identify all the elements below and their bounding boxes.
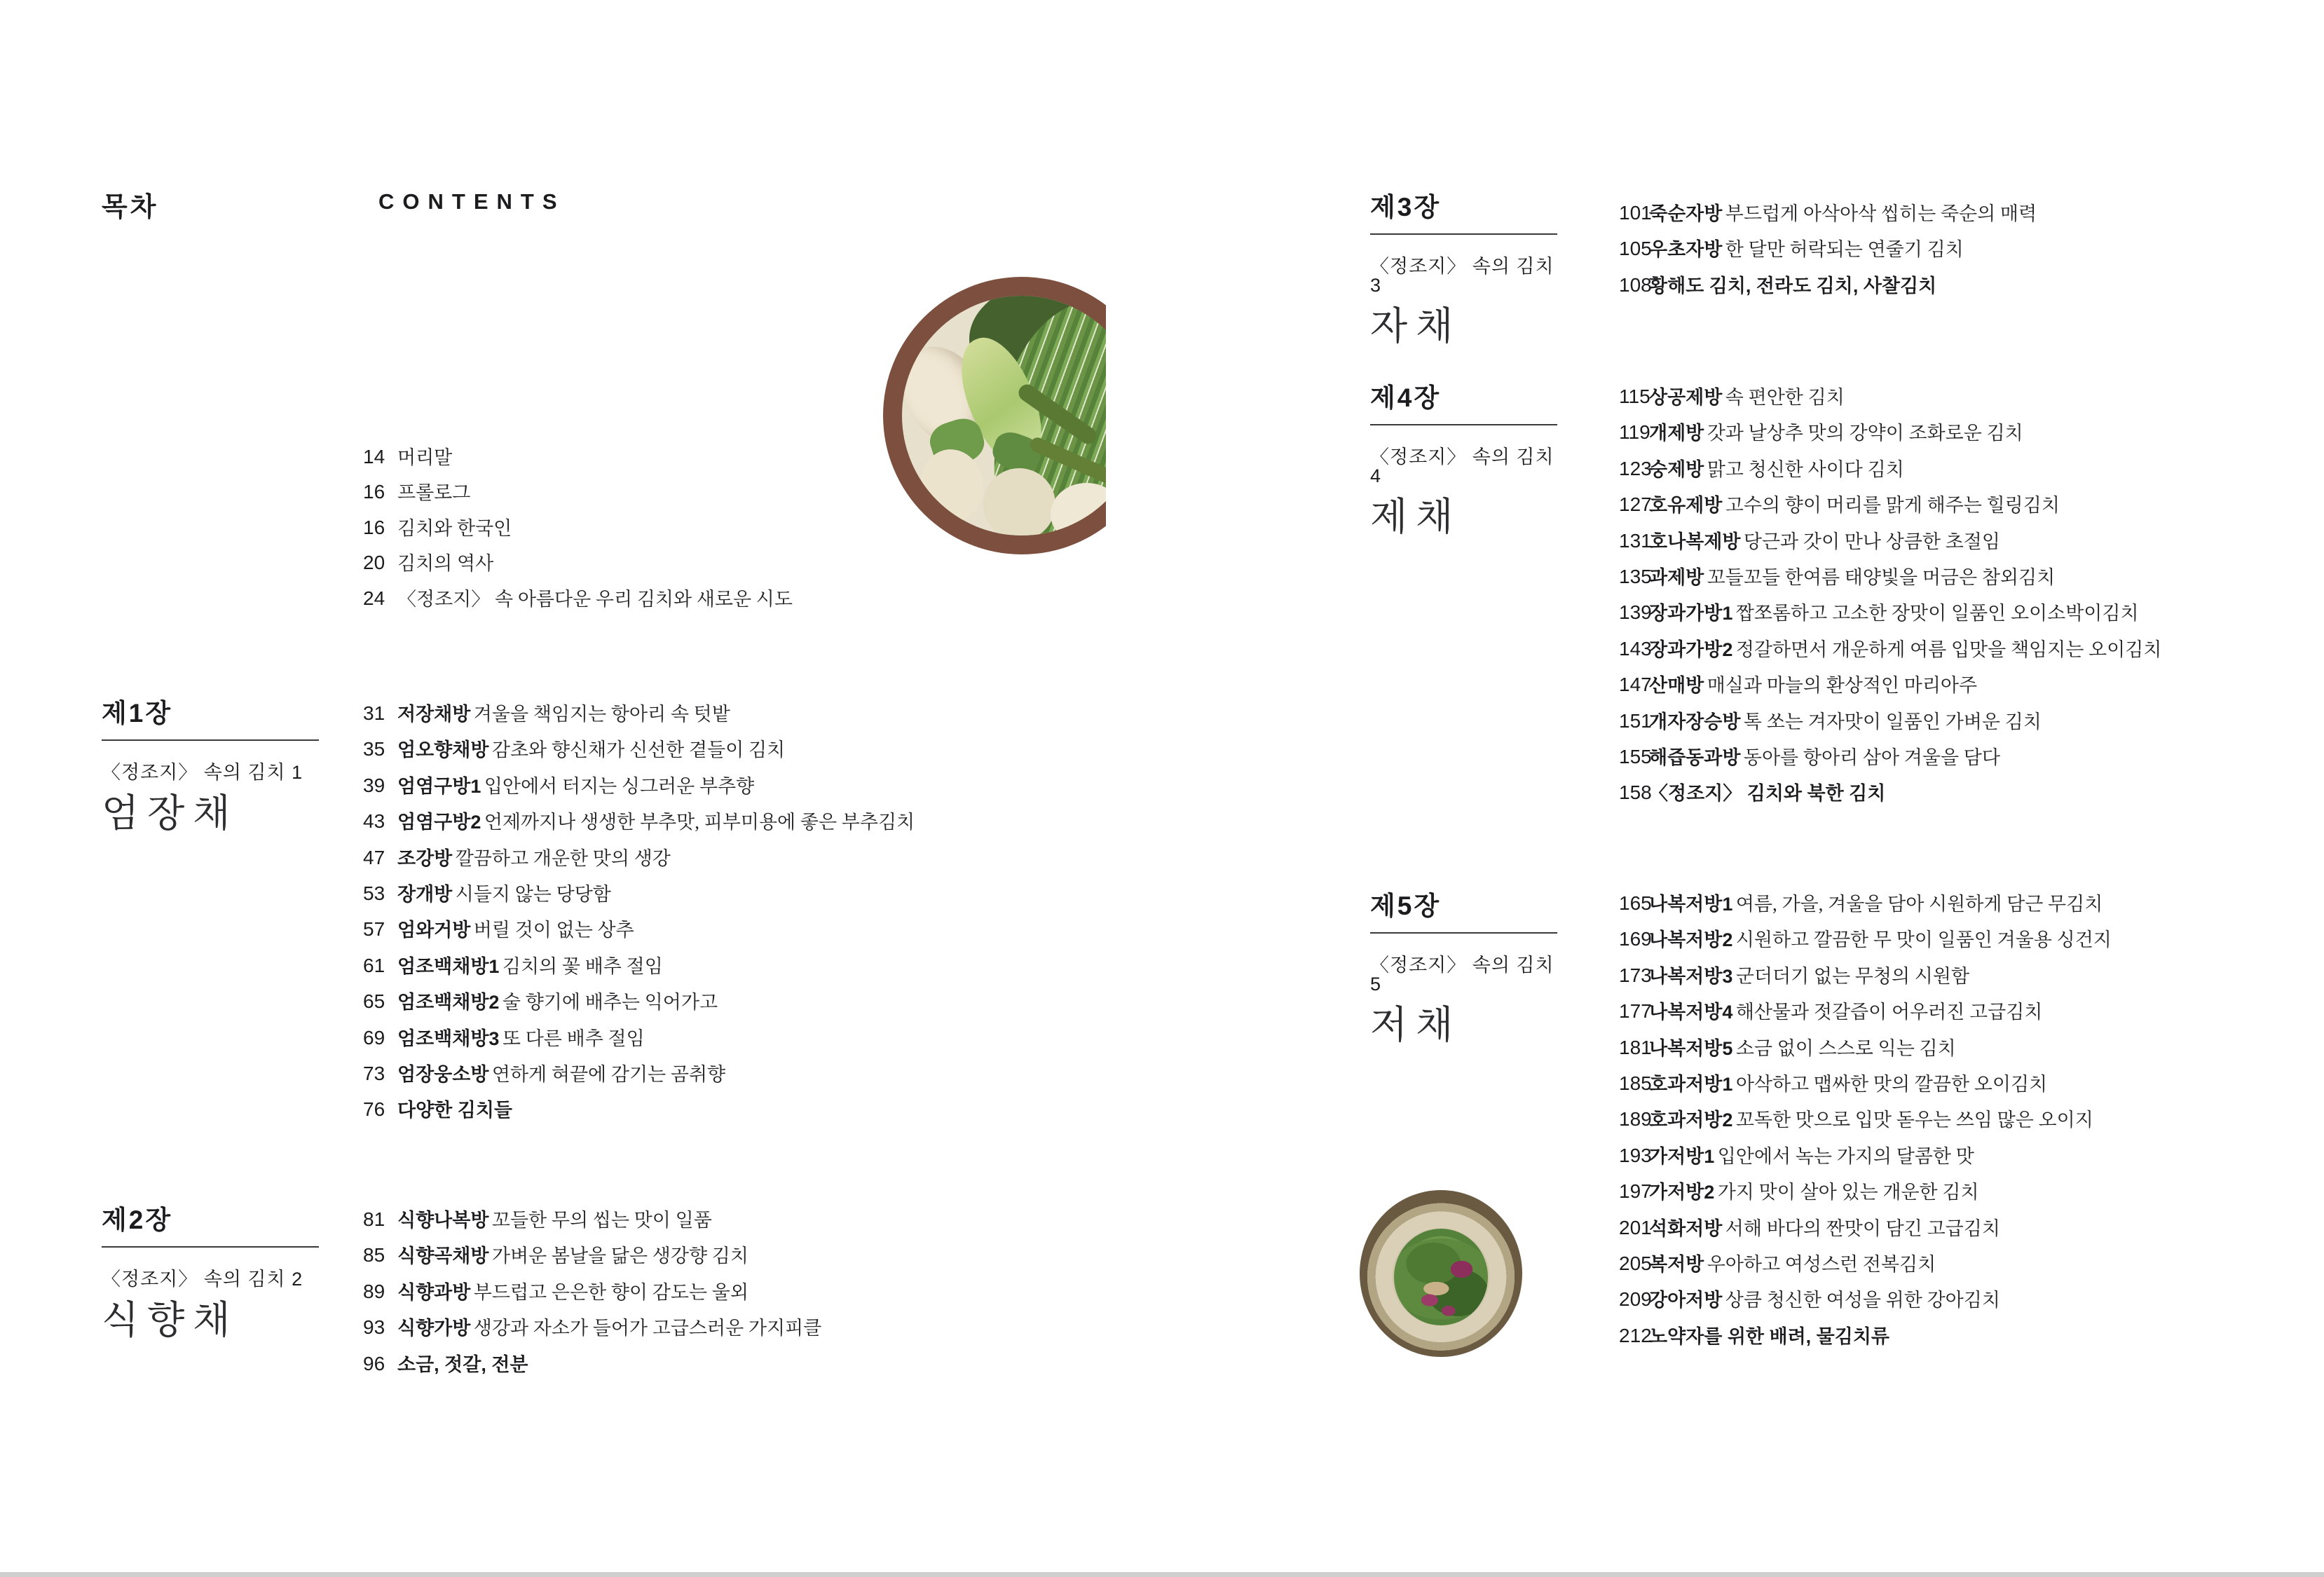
item-term: 개제방	[1649, 423, 1704, 444]
item-page-number: 85	[363, 1244, 385, 1267]
chapter-label: 제1장	[102, 699, 173, 728]
item-text	[1649, 894, 2103, 915]
item-desc: 또 다른 배추 절임	[502, 1028, 645, 1049]
item-text	[1649, 1182, 1979, 1203]
item-term: 과제방	[1649, 566, 1704, 588]
clay-bowl	[883, 277, 1106, 554]
item-desc: 맑고 청신한 사이다 김치	[1707, 458, 1904, 480]
item-text	[397, 739, 785, 761]
item-desc: 여름, 가을, 겨울을 담아 시원하게 담근 무김치	[1735, 894, 2103, 915]
item-desc: 정갈하면서 개운하게 여름 입맛을 책임지는 오이김치	[1735, 639, 2162, 660]
item-desc: 동아를 항아리 삼아 겨울을 담다	[1743, 746, 2000, 768]
item-term: 호유제방	[1649, 495, 1723, 517]
item-desc: 소금 없이 스스로 익는 김치	[1735, 1037, 1956, 1059]
item-term: 숭제방	[1649, 458, 1704, 480]
item-term: 가저방1	[1649, 1145, 1715, 1167]
item-page-number: 81	[363, 1208, 385, 1230]
item-desc: 꼬들한 무의 씹는 맛이 일품	[491, 1210, 712, 1231]
item-text	[1649, 567, 2055, 589]
item-desc: 프롤로그	[397, 482, 471, 504]
item-term: 엄와거방	[397, 920, 471, 941]
item-text	[1649, 711, 2042, 733]
item-page-number: 57	[363, 918, 385, 941]
item-text	[1649, 239, 1964, 261]
item-text	[397, 1318, 821, 1339]
item-text	[1649, 459, 1904, 481]
item-page-number: 61	[363, 954, 385, 976]
chapter-1-header	[102, 700, 319, 834]
item-page-number: 127	[1619, 493, 1652, 516]
item-text	[1649, 203, 2037, 225]
onggi-bowl-vegetables-photo	[839, 268, 1106, 557]
item-text	[1649, 1074, 2047, 1095]
item-page-number: 53	[363, 882, 385, 904]
item-term: 다양한 김치들	[397, 1100, 512, 1121]
item-term: 노약자를 위한 배려, 물김치류	[1649, 1325, 1889, 1347]
chapter-name: 식향채	[102, 1299, 239, 1342]
item-term: 장과가방2	[1649, 639, 1733, 660]
item-desc: 부드럽고 은은한 향이 감도는 울외	[473, 1281, 749, 1303]
item-desc: 버릴 것이 없는 상추	[473, 920, 634, 941]
item-desc: 서해 바다의 짠맛이 담긴 고급김치	[1725, 1217, 2000, 1239]
item-term: 호과저방2	[1649, 1110, 1733, 1131]
chapter-4-header	[1370, 385, 1557, 538]
item-desc: 시원하고 깔끔한 무 맛이 일품인 겨울용 싱건지	[1735, 929, 2112, 951]
chapter-label: 제5장	[1370, 892, 1442, 920]
item-desc: 입안에서 녹는 가지의 달콤한 맛	[1717, 1145, 1974, 1167]
item-text	[397, 589, 793, 610]
item-text	[397, 482, 470, 504]
item-text	[397, 812, 915, 833]
item-text	[397, 553, 493, 575]
item-desc: 상큼 청신한 여성을 위한 강아김치	[1725, 1290, 2000, 1311]
item-term: 엄염구방2	[397, 812, 481, 833]
chapter-subtitle: 〈정조지〉 속의 김치 5	[1370, 955, 1554, 995]
item-term: 엄장웅소방	[397, 1063, 489, 1085]
item-desc: 머리말	[397, 447, 453, 468]
item-desc: 당근과 갓이 만나 상큼한 초절임	[1743, 531, 2000, 552]
stoneware-bowl	[1360, 1190, 1522, 1357]
item-page-number: 16	[363, 516, 385, 538]
leaf-kimchi	[1394, 1229, 1489, 1325]
item-desc: 부드럽게 아삭아삭 씹히는 죽순의 매력	[1725, 203, 2037, 224]
item-term: 나복저방2	[1649, 929, 1733, 951]
item-desc: 해산물과 젓갈즙이 어우러진 고급김치	[1735, 1002, 2043, 1023]
chapter-name: 제채	[1370, 496, 1462, 538]
chapter-subtitle: 〈정조지〉 속의 김치 1	[102, 762, 303, 783]
item-term: 개자장승방	[1649, 711, 1741, 732]
item-text	[1649, 1218, 2000, 1240]
item-text	[1649, 675, 1977, 697]
item-text	[397, 956, 663, 978]
item-page-number: 101	[1619, 202, 1652, 224]
item-text	[397, 920, 634, 941]
item-text	[397, 1100, 512, 1121]
item-page-number: 105	[1619, 238, 1652, 260]
item-page-number: 43	[363, 810, 385, 833]
item-page-number: 147	[1619, 674, 1652, 696]
chapter-subtitle: 〈정조지〉 속의 김치 2	[102, 1269, 303, 1290]
chapter-name: 엄장채	[102, 792, 239, 835]
item-page-number: 65	[363, 990, 385, 1013]
item-term: 조강방	[397, 847, 453, 869]
item-text	[1649, 1254, 1936, 1276]
chapter-name: 자채	[1370, 305, 1462, 348]
chapter-divider	[102, 739, 319, 741]
item-text	[1649, 747, 2000, 769]
item-page-number: 39	[363, 774, 385, 796]
item-desc: 짭쪼롬하고 고소한 장맛이 일품인 오이소박이김치	[1735, 603, 2139, 624]
item-text	[397, 776, 754, 798]
bowl-contents	[902, 296, 1106, 535]
item-term: 엄조백채방1	[397, 955, 500, 977]
item-desc: 톡 쏘는 겨자맛이 일품인 가벼운 김치	[1743, 711, 2042, 732]
item-text	[397, 884, 611, 906]
item-page-number: 139	[1619, 601, 1652, 624]
item-page-number: 189	[1619, 1108, 1652, 1131]
item-desc: 김치의 꽃 배추 절임	[502, 955, 663, 977]
item-term: 저장채방	[397, 704, 471, 725]
item-term: 엄조백채방3	[397, 1028, 500, 1049]
item-term: 소금, 젓갈, 전분	[397, 1353, 528, 1375]
item-page-number: 177	[1619, 1000, 1652, 1023]
item-page-number: 165	[1619, 892, 1652, 914]
item-text	[1649, 1290, 2000, 1311]
item-term: 죽순자방	[1649, 203, 1723, 224]
item-desc: 술 향기에 배추는 익어가고	[502, 992, 718, 1013]
item-text	[397, 848, 671, 870]
chapter-divider	[102, 1246, 319, 1248]
item-text	[397, 447, 452, 469]
item-page-number: 108	[1619, 273, 1652, 296]
item-text	[1649, 1326, 1889, 1348]
item-term: 식향곡채방	[397, 1245, 489, 1267]
item-desc: 꼬들꼬들 한여름 태양빛을 머금은 참외김치	[1707, 566, 2056, 588]
item-text	[397, 1064, 725, 1086]
item-term: 상공제방	[1649, 387, 1723, 408]
item-term: 황해도 김치, 전라도 김치, 사찰김치	[1649, 275, 1937, 296]
item-page-number: 73	[363, 1062, 385, 1084]
item-page-number: 185	[1619, 1072, 1652, 1094]
item-desc: 〈정조지〉 속 아름다운 우리 김치와 새로운 시도	[397, 588, 793, 610]
item-term: 〈정조지〉 김치와 북한 김치	[1649, 783, 1886, 805]
item-term: 장과가방1	[1649, 603, 1733, 624]
item-term: 산매방	[1649, 675, 1704, 697]
item-desc: 매실과 마늘의 환상적인 마리아주	[1707, 675, 1978, 697]
item-page-number: 47	[363, 846, 385, 868]
item-text	[1649, 275, 1936, 297]
item-desc: 겨울을 책임지는 항아리 속 텃밭	[473, 704, 730, 725]
item-page-number: 181	[1619, 1036, 1652, 1058]
item-page-number: 35	[363, 738, 385, 760]
page-title: 목차	[102, 193, 159, 222]
item-text	[1649, 387, 1845, 409]
item-text	[1649, 495, 2060, 517]
item-page-number: 24	[363, 587, 385, 609]
item-text	[1649, 1110, 2093, 1131]
item-desc: 생강과 자소가 들어가 고급스러운 가지피클	[473, 1318, 822, 1339]
item-desc: 우아하고 여성스런 전복김치	[1707, 1253, 1936, 1275]
item-text	[397, 518, 512, 540]
stoneware-bowl-leaf-kimchi-photo	[1360, 1190, 1522, 1357]
item-text	[1649, 639, 2161, 661]
item-text	[397, 1245, 749, 1267]
item-page-number: 209	[1619, 1288, 1652, 1311]
chapter-divider	[1370, 932, 1557, 934]
item-desc: 시들지 않는 당당함	[455, 883, 611, 905]
item-term: 장개방	[397, 883, 453, 905]
item-page-number: 173	[1619, 964, 1652, 986]
item-desc: 꼬독한 맛으로 입맛 돋우는 쓰임 많은 오이지	[1735, 1110, 2093, 1131]
item-page-number: 131	[1619, 529, 1652, 552]
item-text	[1649, 603, 2139, 624]
page-bottom-rule	[0, 1572, 2324, 1577]
item-page-number: 14	[363, 446, 385, 467]
item-term: 가저방2	[1649, 1182, 1715, 1203]
item-term: 나복저방4	[1649, 1002, 1733, 1023]
item-text	[397, 1282, 749, 1304]
item-page-number: 89	[363, 1280, 385, 1302]
item-text	[397, 1354, 528, 1376]
item-text	[397, 704, 730, 725]
item-text	[397, 992, 718, 1013]
chapter-divider	[1370, 424, 1557, 425]
item-page-number: 143	[1619, 637, 1652, 660]
item-desc: 김치의 역사	[397, 553, 494, 575]
item-desc: 가벼운 봄날을 닮은 생강향 김치	[491, 1245, 749, 1267]
chapter-divider	[1370, 233, 1557, 235]
item-term: 엄염구방1	[397, 775, 481, 797]
chapter-2-header	[102, 1207, 319, 1341]
item-desc: 깔끔하고 개운한 맛의 생강	[455, 847, 671, 869]
item-text	[1649, 929, 2112, 951]
item-term: 엄오향채방	[397, 739, 489, 761]
item-term: 호나복제방	[1649, 531, 1741, 552]
item-text	[1649, 531, 2000, 553]
item-desc: 아삭하고 맵싸한 맛의 깔끔한 오이김치	[1735, 1073, 2048, 1095]
item-page-number: 155	[1619, 745, 1652, 767]
item-text	[1649, 1038, 1956, 1060]
item-term: 엄조백채방2	[397, 992, 500, 1013]
item-page-number: 201	[1619, 1216, 1652, 1238]
contents-heading: CONTENTS	[378, 189, 566, 214]
item-page-number: 69	[363, 1026, 385, 1049]
item-term: 해즙동과방	[1649, 746, 1741, 768]
item-term: 나복저방5	[1649, 1037, 1733, 1059]
item-text	[397, 1210, 712, 1231]
item-term: 강아저방	[1649, 1290, 1723, 1311]
item-term: 식향가방	[397, 1318, 471, 1339]
item-page-number: 158	[1619, 781, 1652, 804]
item-term: 식향나복방	[397, 1210, 489, 1231]
item-page-number: 20	[363, 552, 385, 574]
chapter-name: 저채	[1370, 1004, 1462, 1046]
item-page-number: 151	[1619, 709, 1652, 732]
item-page-number: 115	[1619, 385, 1650, 407]
chapter-3-header	[1370, 194, 1557, 347]
item-text	[1649, 423, 2023, 444]
item-page-number: 96	[363, 1352, 385, 1374]
item-desc: 한 달만 허락되는 연줄기 김치	[1725, 239, 1964, 261]
item-term: 나복저방1	[1649, 894, 1733, 915]
item-desc: 군더더기 없는 무청의 시원함	[1735, 965, 1970, 987]
item-desc: 속 편안한 김치	[1725, 387, 1845, 408]
item-text	[1649, 966, 1969, 988]
item-text	[1649, 783, 1885, 805]
item-text	[1649, 1146, 1974, 1168]
chapter-label: 제4장	[1370, 383, 1442, 412]
item-page-number: 119	[1619, 421, 1650, 444]
item-desc: 연하게 혀끝에 감기는 곰취향	[491, 1063, 726, 1085]
item-page-number: 193	[1619, 1144, 1652, 1166]
item-page-number: 16	[363, 481, 385, 503]
chapter-label: 제3장	[1370, 193, 1442, 221]
chapter-5-header	[1370, 893, 1557, 1046]
item-desc: 갓과 날상추 맛의 강약이 조화로운 김치	[1707, 423, 2023, 444]
item-text	[1649, 1002, 2042, 1023]
item-term: 우초자방	[1649, 239, 1723, 261]
item-page-number: 169	[1619, 928, 1652, 950]
item-page-number: 205	[1619, 1252, 1652, 1274]
item-term: 석화저방	[1649, 1217, 1723, 1239]
item-desc: 고수의 향이 머리를 맑게 해주는 힐링김치	[1725, 495, 2060, 517]
item-term: 식향과방	[397, 1281, 471, 1303]
item-desc: 감초와 향신채가 신선한 곁들이 김치	[491, 739, 786, 761]
item-page-number: 76	[363, 1098, 385, 1121]
chapter-subtitle: 〈정조지〉 속의 김치 4	[1370, 446, 1554, 486]
item-page-number: 135	[1619, 565, 1652, 587]
chapter-label: 제2장	[102, 1206, 173, 1234]
item-page-number: 123	[1619, 457, 1652, 479]
item-term: 호과저방1	[1649, 1073, 1733, 1095]
item-desc: 가지 맛이 살아 있는 개운한 김치	[1717, 1182, 1979, 1203]
item-page-number: 212	[1619, 1324, 1652, 1346]
item-desc: 언제까지나 생생한 부추맛, 피부미용에 좋은 부추김치	[484, 812, 915, 833]
item-page-number: 197	[1619, 1180, 1652, 1203]
item-term: 복저방	[1649, 1253, 1704, 1275]
chapter-subtitle: 〈정조지〉 속의 김치 3	[1370, 256, 1554, 296]
item-term: 나복저방3	[1649, 965, 1733, 987]
item-text	[397, 1028, 645, 1050]
item-page-number: 93	[363, 1316, 385, 1339]
item-page-number: 31	[363, 702, 385, 724]
item-desc: 김치와 한국인	[397, 517, 512, 539]
item-desc: 입안에서 터지는 싱그러운 부추향	[484, 775, 755, 797]
